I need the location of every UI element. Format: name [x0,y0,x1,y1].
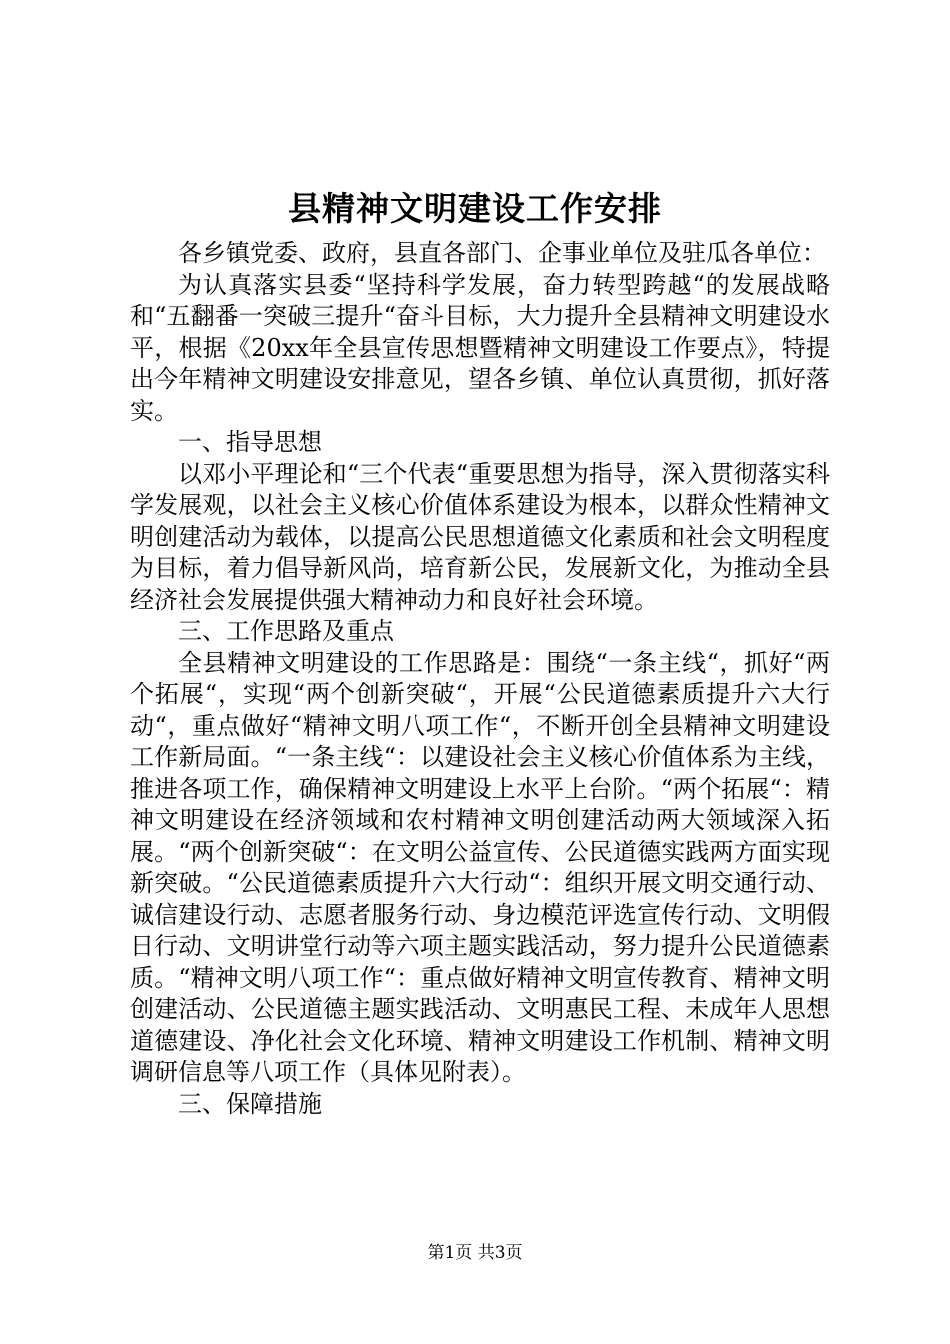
section-heading-safeguards: 三、保障措施 [178,1089,322,1118]
document-body [130,238,830,1120]
salutation-paragraph: 各乡镇党委、政府，县直各部门、企事业单位及驻瓜各单位： [178,239,826,267]
guiding-ideology-paragraph: 以邓小平理论和“三个代表“重要思想为指导，深入贯彻落实科学发展观，以社会主义核心价值体系建设为根本，以群众性精神文明创建活动为载体，以提高公民思想道德文化素质和社会文明程度为目标，着力倡导新风尚，培育新公民，发展新文化，为推动全县经济社会发展提供强大精神动力和良好社会环境。 [130,459,830,614]
work-approach-paragraph: 全县精神文明建设的工作思路是：围绕“一条主线“，抓好“两个拓展“，实现“两个创新突破“，开展“公民道德素质提升六大行动“，重点做好“精神文明八项工作“，不断开创全县精神文明建设工作新局面。“一条主线“：以建设社会主义核心价值体系为主线，推进各项工作，确保精神文明建设上水平上台阶。“两个拓展“：精神文明建设在经济领域和农村精神文明创建活动两大领域深入拓展。“两个创新突破“：在文明公益宣传、公民道德实践两方面实现新突破。“公民道德素质提升六大行动“：组织开展文明交通行动、诚信建设行动、志愿者服务行动、身边模范评选宣传行动、文明假日行动、文明讲堂行动等六项主题实践活动，努力提升公民道德素质。“精神文明八项工作“：重点做好精神文明宣传教育、精神文明创建活动、公民道德主题实践活动、文明惠民工程、未成年人思想道德建设、净化社会文化环境、精神文明建设工作机制、精神文明调研信息等八项工作（具体见附表）。 [130,648,830,1086]
section-heading-work-approach: 三、工作思路及重点 [178,617,394,645]
intro-paragraph: 为认真落实县委“坚持科学发展，奋力转型跨越“的发展战略和“五翻番一突破三提升“奋斗目标，大力提升全县精神文明建设水平，根据《20xx年全县宣传思想暨精神文明建设工作要点》，特提出今年精神文明建设安排意见，望各乡镇、单位认真贯彻，抓好落实。 [130,270,830,425]
document-title: 县精神文明建设工作安排 [288,189,662,228]
section-heading-guiding-ideology: 一、指导思想 [178,428,322,456]
page-footer: 第1页 共3页 [427,1243,523,1263]
